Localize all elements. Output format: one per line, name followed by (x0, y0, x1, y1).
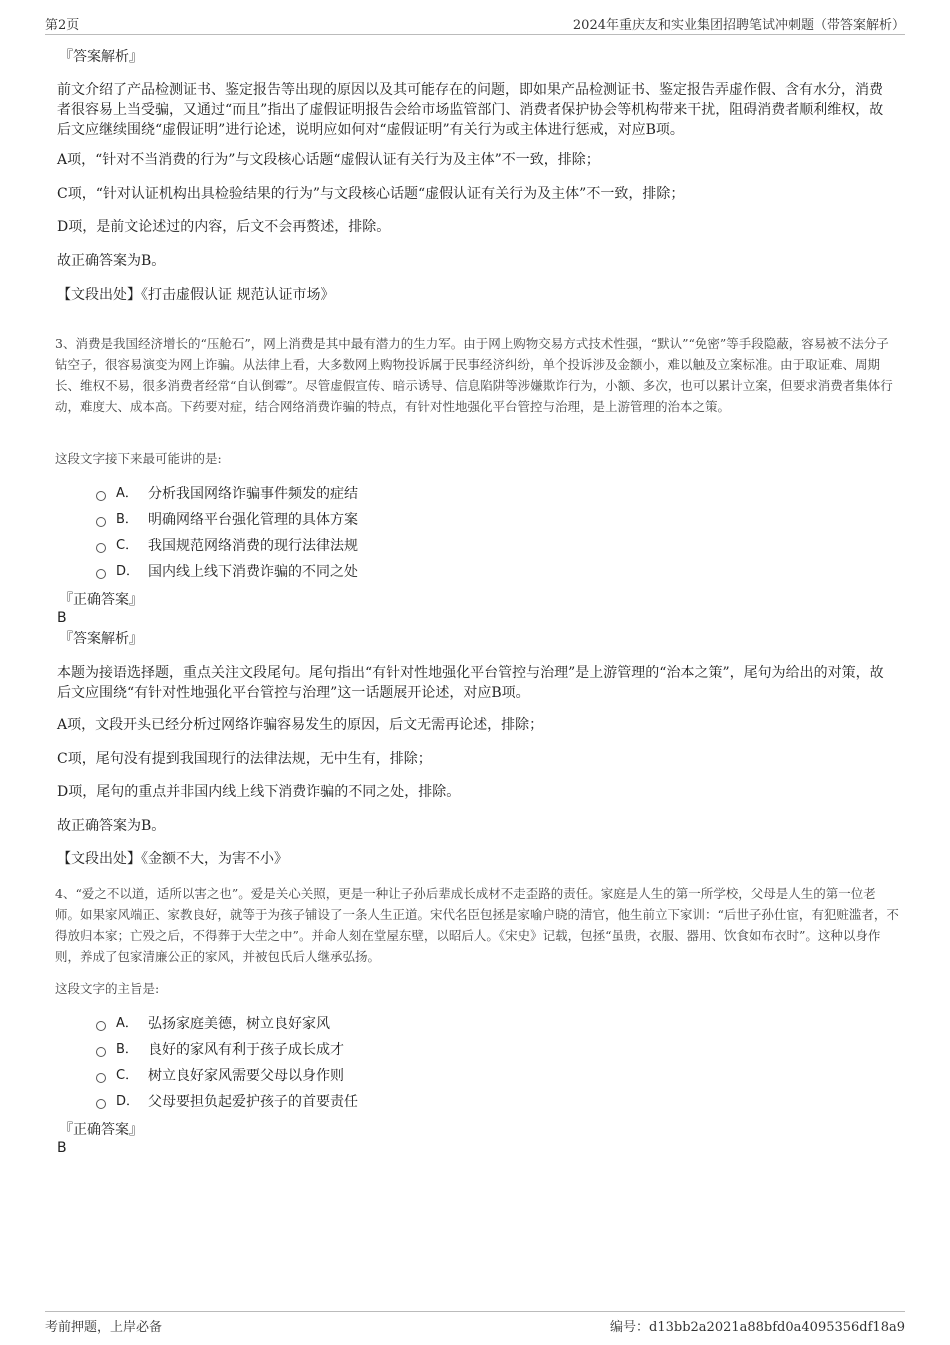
option-letter: D． (116, 1094, 140, 1109)
option-text: 明确网络平台强化管理的具体方案 (148, 512, 358, 528)
option-letter: B． (116, 512, 138, 527)
q3-option-c[interactable] (96, 536, 358, 556)
radio-icon[interactable] (96, 1073, 106, 1083)
option-text: 父母要担负起爱护孩子的首要责任 (148, 1094, 358, 1110)
option-letter: A． (116, 486, 138, 501)
page-header (45, 12, 905, 35)
q2-analysis-label: 『答案解析』 (59, 49, 143, 65)
option-text: 国内线上线下消费诈骗的不同之处 (148, 564, 358, 580)
q3-answer: B (57, 610, 67, 626)
q2-analysis-option-c: C项，“针对认证机构出具检验结果的行为”与文段核心话题“虚假认证有关行为及主体”不一致，排除； (57, 186, 685, 202)
q3-prompt: 这段文字接下来最可能讲的是: (55, 451, 222, 466)
radio-icon[interactable] (96, 1021, 106, 1031)
q4-option-c[interactable] (96, 1066, 344, 1086)
q2-analysis-option-a: A项，“针对不当消费的行为”与文段核心话题“虚假认证有关行为及主体”不一致，排除； (57, 152, 600, 168)
q3-option-a[interactable] (96, 484, 358, 504)
page-number: 第2页 (45, 18, 80, 33)
q3-source: 【文段出处】《金额不大，为害不小》 (57, 851, 288, 867)
q3-passage: 3、消费是我国经济增长的“压舱石”，网上消费是其中最有潜力的生力军。由于网上购物交易方式技术性强，“默认”“免密”等手段隐蔽，容易被不法分子钻空子，很容易演变为网上诈骗。从法律上看，大多数网上购物投诉属于民事经济纠纷，单个投诉涉及金额小，难以触及立案标准。由于取证难、周期长、维权不易，很多消费者经常“自认倒霉”。尽管虚假宣传、暗示诱导、信息陷阱等涉嫌欺诈行为，小额、多次，也可以累计立案，但要求消费者集体行动，难度大、成本高。下药要对症，结合网络消费诈骗的特点，有针对性地强化平台管控与治理，是上游管理的治本之策。 (55, 336, 893, 414)
q4-prompt: 这段文字的主旨是: (55, 981, 160, 996)
q2-source: 【文段出处】《打击虚假认证 规范认证市场》 (57, 287, 335, 303)
radio-icon[interactable] (96, 1099, 106, 1109)
option-letter: C． (116, 1068, 139, 1083)
option-text: 弘扬家庭美德，树立良好家风 (148, 1016, 330, 1032)
q3-analysis-text: 本题为接语选择题，重点关注文段尾句。尾句指出“有针对性地强化平台管控与治理”是上游管理的“治本之策”，尾句为给出的对策，故后文应围绕“有针对性地强化平台管控与治理”这一话题展开论述，对应B项。 (57, 665, 884, 701)
document-title: 2024年重庆友和实业集团招聘笔试冲刺题（带答案解析） (572, 18, 905, 33)
option-text: 我国规范网络消费的现行法律法规 (148, 538, 358, 554)
q2-analysis-option-d: D项，是前文论述过的内容，后文不会再赘述，排除。 (57, 219, 391, 235)
q3-analysis-option-c: C项，尾句没有提到我国现行的法律法规，无中生有，排除； (57, 751, 432, 767)
radio-icon[interactable] (96, 517, 106, 527)
q3-option-b[interactable] (96, 510, 358, 530)
q4-answer: B (57, 1140, 67, 1156)
q3-answer-label: 『正确答案』 (59, 592, 143, 608)
option-letter: A． (116, 1016, 138, 1031)
radio-icon[interactable] (96, 1047, 106, 1057)
q3-option-d[interactable] (96, 562, 358, 582)
q4-option-b[interactable] (96, 1040, 344, 1060)
q3-analysis-label: 『答案解析』 (59, 631, 143, 647)
option-letter: B． (116, 1042, 138, 1057)
q4-option-d[interactable] (96, 1092, 358, 1112)
option-text: 良好的家风有利于孩子成长成才 (148, 1042, 344, 1058)
radio-icon[interactable] (96, 569, 106, 579)
radio-icon[interactable] (96, 543, 106, 553)
q3-analysis-option-d: D项，尾句的重点并非国内线上线下消费诈骗的不同之处，排除。 (57, 784, 461, 800)
q3-analysis-option-a: A项，文段开头已经分析过网络诈骗容易发生的原因，后文无需再论述，排除； (57, 717, 544, 733)
option-text: 分析我国网络诈骗事件频发的症结 (148, 486, 358, 502)
q4-passage: 4、“爱之不以道，适所以害之也”。爱是关心关照，更是一种让子孙后辈成长成材不走歪路的责任。家庭是人生的第一所学校，父母是人生的第一位老师。如果家风端正、家教良好，就等于为孩子铺设了一条人生正道。宋代名臣包拯是家喻户晓的清官，他生前立下家训：“后世子孙仕宦，有犯赃滥者，不得放归本家；亡殁之后，不得葬于大茔之中”。并命人刻在堂屋东壁，以昭后人。《宋史》记载，包拯“虽贵，衣服、器用、饮食如布衣时”。这种以身作则，养成了包家清廉公正的家风，并被包氏后人继承弘扬。 (55, 886, 899, 964)
option-letter: D． (116, 564, 140, 579)
q4-option-a[interactable] (96, 1014, 330, 1034)
q2-analysis-text: 前文介绍了产品检测证书、鉴定报告等出现的原因以及其可能存在的问题，即如果产品检测证书、鉴定报告弄虚作假、含有水分，消费者很容易上当受骗，又通过“而且”指出了虚假证明报告会给市场监管部门、消费者保护协会等机构带来干扰，阻碍消费者顺利维权，故后文应继续围绕“虚假证明”进行论述，说明应如何对“虚假证明”有关行为或主体进行惩戒，对应B项。 (57, 82, 884, 138)
page-footer (45, 1311, 905, 1336)
q3-conclusion: 故正确答案为B。 (57, 818, 166, 834)
document-code: 编号：d13bb2a2021a88bfd0a4095356df18a9 (610, 1320, 905, 1335)
q2-conclusion: 故正确答案为B。 (57, 253, 166, 269)
option-letter: C． (116, 538, 139, 553)
radio-icon[interactable] (96, 491, 106, 501)
option-text: 树立良好家风需要父母以身作则 (148, 1068, 344, 1084)
footer-slogan: 考前押题，上岸必备 (45, 1320, 163, 1335)
q4-answer-label: 『正确答案』 (59, 1122, 143, 1138)
